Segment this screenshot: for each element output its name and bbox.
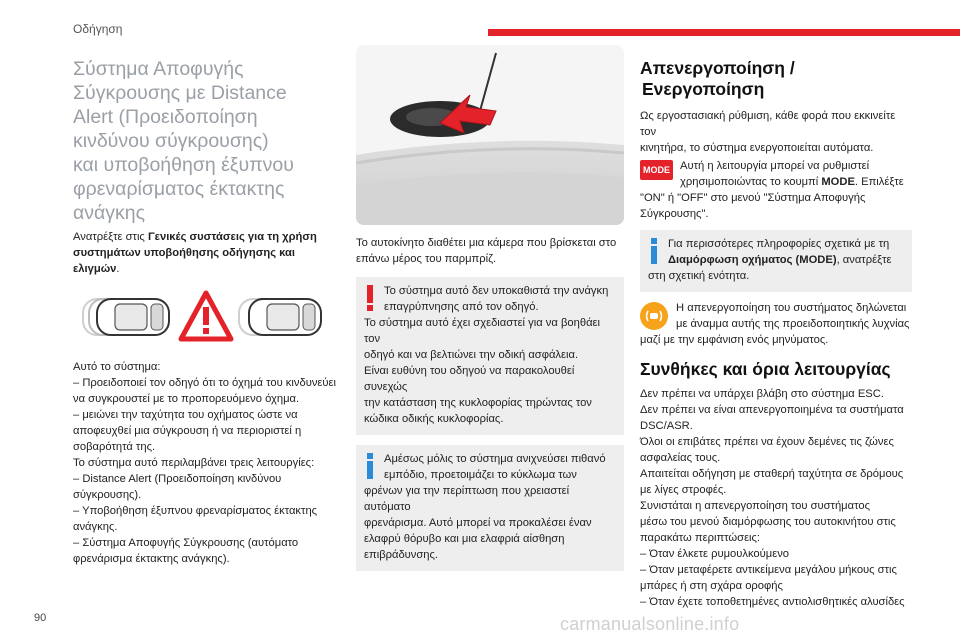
- condition-line: ασφαλείας τους.: [640, 452, 721, 464]
- text-line: – Σύστημα Αποφυγής Σύγκρουσης (αυτόματο: [73, 537, 299, 549]
- mode-line-suffix: . Επιλέξτε: [854, 176, 904, 188]
- watermark-text: carmanualsonline.info: [560, 614, 740, 634]
- text-line: ανάγκης.: [73, 521, 118, 533]
- section-header-label: Οδήγηση: [73, 22, 123, 36]
- lamp-icon-svg: [640, 302, 668, 330]
- lamp-paragraph: [640, 300, 912, 348]
- condition-line: – Όταν έλκετε ρυμουλκούμενο: [640, 548, 790, 560]
- warning-line: την κατάσταση της κυκλοφορίας τηρώντας τον: [364, 397, 592, 409]
- system-description: [73, 359, 343, 567]
- mode-line: "ON" ή "OFF" στο μενού "Σύστημα Αποφυγής: [640, 192, 866, 204]
- lamp-line: Η απενεργοποίηση του συστήματος δηλώνεται: [676, 302, 907, 314]
- mode-line: Αυτή η λειτουργία μπορεί να ρυθμιστεί: [680, 160, 870, 172]
- header-accent-bar: [488, 29, 960, 36]
- condition-line: – Όταν μεταφέρετε αντικείμενα μεγάλου μήκους στις: [640, 564, 897, 576]
- warning-box: [356, 277, 624, 435]
- reference-paragraph: [73, 229, 343, 277]
- condition-line: παρακάτω περιπτώσεις:: [640, 532, 761, 544]
- lamp-line: μαζί με την εμφάνιση ενός μηνύματος.: [640, 334, 829, 346]
- column-right: [640, 58, 912, 610]
- conditions-paragraph: [640, 386, 912, 610]
- intro-paragraph: [640, 108, 912, 156]
- text-line: Αυτό το σύστημα:: [73, 361, 161, 373]
- reference-suffix: .: [116, 263, 120, 275]
- text-line: σύγκρουσης).: [73, 489, 142, 501]
- info-line-suffix: , ανατρέξτε: [836, 254, 892, 266]
- camera-photo-svg: [356, 45, 624, 225]
- mode-line-prefix: χρησιμοποιώντας το κουμπί: [680, 176, 822, 188]
- info-line: Αμέσως μόλις το σύστημα ανιχνεύσει πιθανό: [384, 453, 606, 465]
- mode-line-bold: MODE: [821, 176, 855, 188]
- info-line: φρένων για την περίπτωση που χρειαστεί αυτόματο: [364, 485, 570, 513]
- collision-warning-svg: [81, 287, 341, 347]
- condition-line: Δεν πρέπει να είναι απενεργοποιημένα τα συστήματα: [640, 404, 904, 416]
- condition-line: – Όταν έχετε τοποθετημένες αντιολισθητικές αλυσίδες: [640, 596, 905, 608]
- title-line: Σύστημα Αποφυγής: [73, 58, 244, 80]
- warning-line: οδηγό και να βελτιώνει την οδική ασφάλεια.: [364, 349, 579, 361]
- mode-button-icon: MODE: [640, 160, 673, 180]
- section-title-line: Απενεργοποίηση /: [640, 58, 795, 78]
- info-line: φρενάρισμα. Αυτό μπορεί να προκαλέσει έναν: [364, 517, 592, 529]
- warning-line: κώδικα οδικής κυκλοφορίας.: [364, 413, 504, 425]
- info-box: [356, 445, 624, 571]
- condition-line: Απαιτείται οδήγηση με σταθερή ταχύτητα σε δρόμους: [640, 468, 904, 480]
- section-title-deactivation: [640, 58, 912, 100]
- warning-line: Είναι ευθύνη του οδηγού να παρακολουθεί συνεχώς: [364, 365, 575, 393]
- title-line: κινδύνου σύγκρουσης): [73, 130, 269, 152]
- section-title-line: Ενεργοποίηση: [642, 79, 765, 99]
- mode-line: Σύγκρουσης".: [640, 208, 709, 220]
- text-line: – Προειδοποιεί τον οδηγό ότι το όχημά του κινδυνεύει: [73, 377, 336, 389]
- text-line: – μειώνει την ταχύτητα του οχήματος ώστε να: [73, 409, 298, 421]
- text-line: αποφευχθεί μια σύγκρουση ή να περιοριστεί η: [73, 425, 302, 437]
- windscreen-camera-photo: [356, 45, 624, 225]
- title-line: ανάγκης: [73, 202, 146, 224]
- warning-line: Το σύστημα αυτό έχει σχεδιαστεί για να βοηθάει τον: [364, 317, 601, 345]
- condition-line: Όλοι οι επιβάτες πρέπει να έχουν δεμένες τις ζώνες: [640, 436, 894, 448]
- column-middle: [356, 45, 624, 571]
- text-line: – Distance Alert (Προειδοποίηση κινδύνου: [73, 473, 282, 485]
- column-left: [73, 57, 343, 567]
- title-line: και υποβοήθηση έξυπνου: [73, 154, 294, 176]
- section-title-conditions: Συνθήκες και όρια λειτουργίας: [640, 359, 891, 379]
- page-title: [73, 57, 343, 225]
- info-line: στη σχετική ενότητα.: [648, 270, 750, 282]
- title-line: φρεναρίσματος έκτακτης: [73, 178, 285, 200]
- condition-line: μέσω του μενού διαμόρφωσης του αυτοκινήτου στις: [640, 516, 896, 528]
- info-link-text[interactable]: Διαμόρφωση οχήματος (MODE): [668, 254, 837, 266]
- mode-paragraph: [640, 158, 912, 222]
- condition-line: Συνιστάται η απενεργοποίηση του συστήματος: [640, 500, 870, 512]
- lead-car-icon: [249, 299, 321, 335]
- info-box-mode: [640, 230, 912, 292]
- title-line: Alert (Προειδοποίηση: [73, 106, 258, 128]
- info-icon: [650, 238, 658, 264]
- photo-caption: [356, 235, 624, 267]
- warning-line: επαγρύπνησης από τον οδηγό.: [384, 301, 539, 313]
- text-line: Το σύστημα αυτό περιλαμβάνει τρεις λειτουργίες:: [73, 457, 315, 469]
- text-line: – Υποβοήθηση έξυπνου φρεναρίσματος έκτακτης: [73, 505, 318, 517]
- info-line: ελαφρύ θόρυβο και μια ελαφριά αίσθηση: [364, 533, 565, 545]
- following-car-icon: [97, 299, 169, 335]
- page-number: 90: [34, 612, 47, 624]
- info-line: [648, 252, 904, 268]
- collision-warning-illustration: [81, 287, 341, 347]
- text-line: να συγκρουστεί με το προπορευόμενο όχημα.: [73, 393, 300, 405]
- caption-line: Το αυτοκίνητο διαθέτει μια κάμερα που βρίσκεται στο: [356, 237, 617, 249]
- mode-line: [640, 174, 912, 190]
- text-line: φρενάρισμα έκτακτης ανάγκης).: [73, 553, 230, 565]
- condition-line: DSC/ASR.: [640, 420, 693, 432]
- info-line: επιβράδυνσης.: [364, 549, 439, 561]
- info-line: εμπόδιο, προετοιμάζει το κύκλωμα των: [384, 469, 577, 481]
- title-line: Σύγκρουσης με Distance: [73, 82, 287, 104]
- lamp-line: με άναμμα αυτής της προειδοποιητικής λυχνίας: [676, 318, 910, 330]
- text-line: σοβαρότητά της.: [73, 441, 156, 453]
- condition-line: Δεν πρέπει να υπάρχει βλάβη στο σύστημα ESC.: [640, 388, 884, 400]
- reference-prefix: Ανατρέξτε στις: [73, 231, 148, 243]
- reference-link-text[interactable]: Γενικές συστάσεις για τη χρήση συστημάτων υποβοήθησης οδήγησης και ελιγμών: [73, 231, 317, 275]
- collision-warning-lamp-icon: [640, 302, 668, 330]
- info-line: Για περισσότερες πληροφορίες σχετικά με τη: [668, 238, 890, 250]
- warning-triangle-icon: [181, 293, 231, 339]
- intro-line: κινητήρα, το σύστημα ενεργοποιείται αυτόματα.: [640, 142, 874, 154]
- info-icon: [366, 453, 374, 479]
- condition-line: με λίγες στροφές.: [640, 484, 727, 496]
- condition-line: μπάρες ή στη σχάρα οροφής: [640, 580, 783, 592]
- intro-line: Ως εργοστασιακή ρύθμιση, κάθε φορά που εκκινείτε τον: [640, 110, 896, 138]
- caption-line: επάνω μέρος του παρμπρίζ.: [356, 253, 497, 265]
- exclamation-icon: [366, 285, 374, 311]
- warning-line: Το σύστημα αυτό δεν υποκαθιστά την ανάγκη: [384, 285, 609, 297]
